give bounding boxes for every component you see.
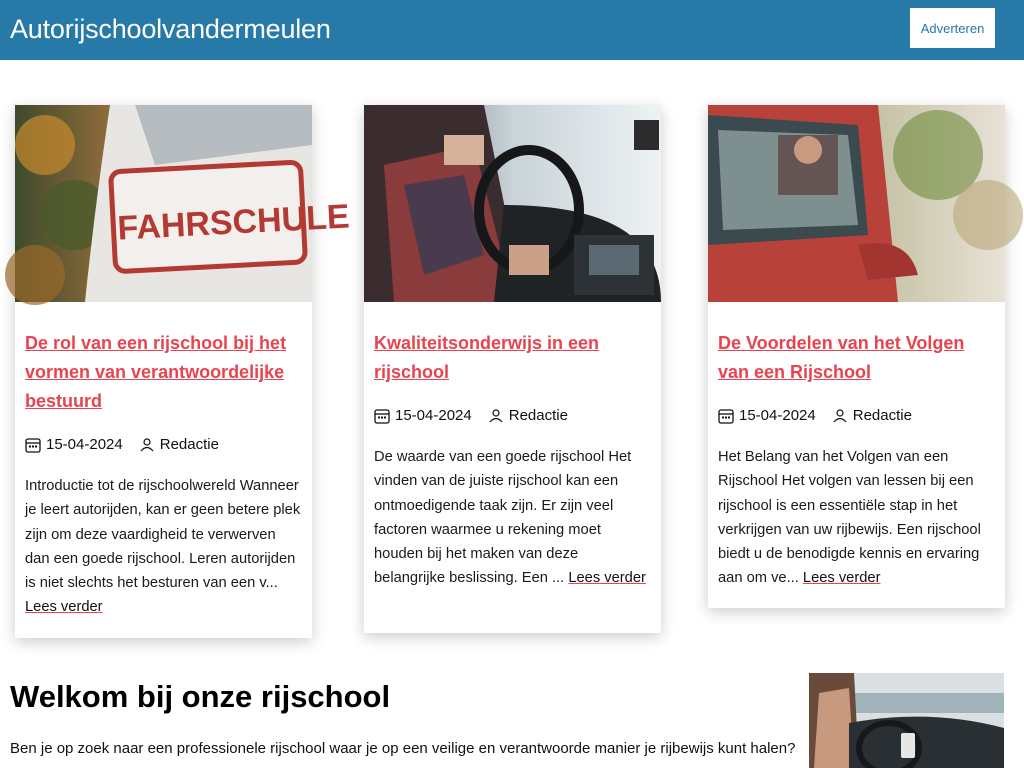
post-thumbnail-fahrschule[interactable] bbox=[15, 105, 351, 302]
post-meta bbox=[718, 407, 995, 424]
user-icon bbox=[488, 408, 504, 424]
user-icon bbox=[139, 437, 155, 453]
post-date: 15-04-2024 bbox=[46, 436, 123, 453]
post-meta bbox=[25, 436, 302, 453]
post-card bbox=[15, 105, 351, 638]
calendar-icon bbox=[718, 408, 734, 424]
post-card bbox=[708, 105, 1005, 608]
post-excerpt bbox=[374, 445, 651, 591]
calendar-icon bbox=[25, 437, 41, 453]
post-title-link[interactable]: Kwaliteitsonderwijs in een rijschool bbox=[374, 333, 600, 382]
intro-text: Ben je op zoek naar een professionele rijschool waar je op een veilige en verantwoorde manier je rijbewijs kunt halen? bbox=[10, 740, 796, 757]
post-author[interactable]: Redactie bbox=[508, 407, 568, 424]
post-meta bbox=[374, 407, 651, 424]
calendar-icon bbox=[374, 408, 390, 424]
post-thumbnail-driving[interactable] bbox=[364, 105, 661, 302]
site-title[interactable]: Autorijschoolvandermeulen bbox=[10, 14, 331, 44]
fahrschule-sign-text: FAHRSCHULE bbox=[116, 197, 351, 248]
excerpt-text: Het Belang van het Volgen van een Rijschool Het volgen van lessen bij een rijschool is een essentiële stap in het verkrijgen van uw rijbewijs. Een rijschool biedt u de benodigde kennis en ervaring aan om ve... bbox=[718, 449, 981, 587]
excerpt-text: Introductie tot de rijschoolwereld Wanneer je leert autorijden, kan er geen betere plek zijn om deze vaardigheid te verwerven dan een goede rijschool. Leren autorijden is niet slechts het besturen van een v... bbox=[25, 478, 301, 592]
site-header bbox=[0, 0, 1024, 60]
post-thumbnail-red-car[interactable] bbox=[708, 105, 1005, 302]
read-more-link[interactable]: Lees verder bbox=[25, 599, 103, 616]
page-heading: Welkom bij onze rijschool bbox=[10, 679, 391, 714]
excerpt-text: De waarde van een goede rijschool Het vinden van de juiste rijschool kan een ontmoedigende taak zijn. Er zijn veel factoren waarmee u rekening moet houden bij het maken van deze belangrijke beslissing. Een ... bbox=[374, 449, 632, 587]
post-title-link[interactable]: De rol van een rijschool bij het vormen van verantwoordelijke bestuurd bbox=[25, 333, 287, 411]
advertise-button[interactable]: Adverteren bbox=[910, 8, 995, 48]
post-title-link[interactable]: De Voordelen van het Volgen van een Rijschool bbox=[718, 333, 965, 382]
read-more-link[interactable]: Lees verder bbox=[568, 570, 646, 587]
post-date: 15-04-2024 bbox=[739, 407, 816, 424]
user-icon bbox=[832, 408, 848, 424]
post-excerpt bbox=[25, 474, 302, 620]
driving-lesson-image bbox=[809, 673, 1004, 768]
post-card bbox=[364, 105, 661, 633]
read-more-link[interactable]: Lees verder bbox=[802, 570, 881, 587]
post-author[interactable]: Redactie bbox=[852, 407, 912, 424]
post-author[interactable]: Redactie bbox=[159, 436, 219, 453]
post-date: 15-04-2024 bbox=[395, 407, 472, 424]
post-excerpt bbox=[718, 445, 995, 591]
